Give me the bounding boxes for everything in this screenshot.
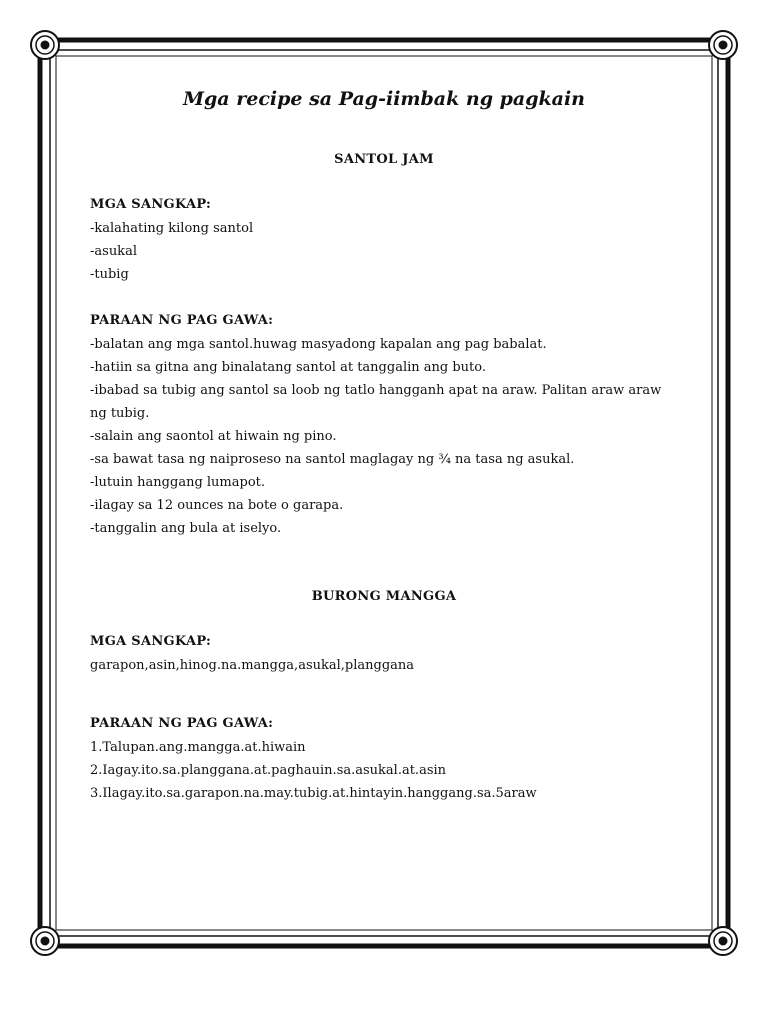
- ingredients-heading: MGA SANGKAP:: [90, 634, 212, 649]
- list-item: -ibabad sa tubig ang santol sa loob ng tatlo hangganh apat na araw. Palitan araw araw ng tubig.: [90, 383, 662, 421]
- list-item: -asukal: [90, 244, 137, 259]
- corner-ornament-icon: [709, 927, 737, 955]
- list-item: 1.Talupan.ang.mangga.at.hiwain: [90, 740, 306, 755]
- list-item: -lutuin hanggang lumapot.: [90, 475, 266, 490]
- page-title: Mga recipe sa Pag-iimbak ng pagkain: [182, 88, 585, 110]
- corner-ornament-icon: [31, 927, 59, 955]
- list-item: 3.Ilagay.ito.sa.garapon.na.may.tubig.at.hintayin.hanggang.sa.5araw: [90, 786, 537, 801]
- steps-heading: PARAAN NG PAG GAWA:: [90, 716, 274, 731]
- recipe-title: SANTOL JAM: [334, 152, 434, 167]
- list-item: -kalahating kilong santol: [90, 221, 254, 236]
- list-item: -ilagay sa 12 ounces na bote o garapa.: [90, 498, 344, 513]
- list-item: -tubig: [90, 267, 129, 282]
- recipe-title: BURONG MANGGA: [311, 589, 457, 604]
- steps-heading: PARAAN NG PAG GAWA:: [90, 313, 274, 328]
- list-item: -salain ang saontol at hiwain ng pino.: [90, 429, 337, 444]
- ingredients-list: [90, 217, 670, 286]
- corner-ornament-icon: [31, 31, 59, 59]
- list-item: garapon,asin,hinog.na.mangga,asukal,planggana: [90, 658, 415, 673]
- list-item: -tanggalin ang bula at iselyo.: [90, 521, 282, 536]
- list-item: 2.Iagay.ito.sa.planggana.at.paghauin.sa.asukal.at.asin: [90, 763, 447, 778]
- list-item: -hatiin sa gitna ang binalatang santol at tanggalin ang buto.: [90, 360, 486, 375]
- ingredients-list: [90, 654, 670, 677]
- ingredients-heading: MGA SANGKAP:: [90, 197, 212, 212]
- steps-list: [90, 736, 670, 805]
- list-item: -balatan ang mga santol.huwag masyadong kapalan ang pag babalat.: [90, 337, 547, 352]
- corner-ornament-icon: [709, 31, 737, 59]
- steps-list: [90, 333, 670, 540]
- list-item: -sa bawat tasa ng naiproseso na santol maglagay ng ¾ na tasa ng asukal.: [90, 452, 575, 467]
